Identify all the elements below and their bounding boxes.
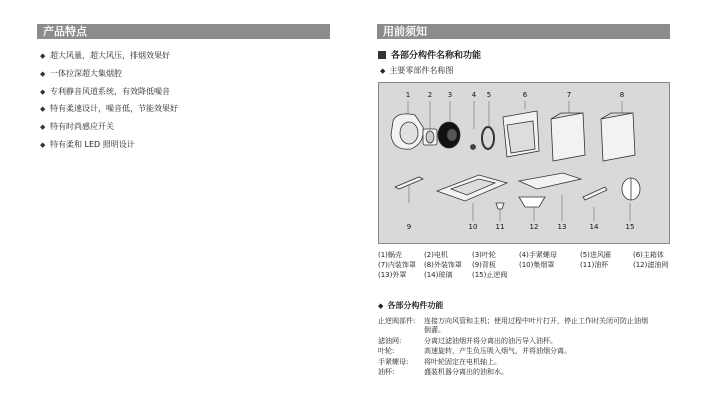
legend-row (378, 270, 678, 279)
square-bullet-icon (378, 51, 386, 59)
part-number: 4 (471, 91, 477, 99)
diamond-bullet-icon: ◆ (40, 105, 46, 113)
diamond-bullet-icon: ◆ (40, 88, 46, 96)
legend-row (378, 260, 678, 269)
part-number: 11 (495, 223, 505, 231)
pre-use-heading: 用前须知 (377, 24, 670, 39)
part-number: 7 (566, 91, 572, 99)
legend-item: (15)止逆阀 (472, 271, 508, 279)
parts-diagram-title: ◆ 主要零部件名称图 (380, 66, 454, 75)
part-number: 2 (427, 91, 433, 99)
part-number: 10 (468, 223, 478, 231)
part-number: 14 (589, 223, 599, 231)
feature-item: ◆ 特有时尚感应开关 (40, 122, 114, 131)
feature-item: ◆ 超大风量，超大风压，排烟效果好 (40, 51, 170, 60)
features-heading: 产品特点 (37, 24, 330, 39)
diamond-bullet-icon: ◆ (40, 70, 46, 78)
part-number: 3 (447, 91, 453, 99)
legend-item: (3)叶轮 (472, 251, 496, 259)
part-number: 1 (405, 91, 411, 99)
legend-item: (9)背板 (472, 261, 496, 269)
diamond-bullet-icon: ◆ (40, 52, 46, 60)
legend-item: (14)玻璃 (424, 271, 453, 279)
part-number: 13 (557, 223, 567, 231)
legend-item: (8)外装饰罩 (424, 261, 462, 269)
part-number: 5 (486, 91, 492, 99)
legend-item: (12)滤油网 (633, 261, 669, 269)
part-number: 15 (625, 223, 635, 231)
diamond-bullet-icon: ◆ (40, 141, 46, 149)
feature-item: ◆ 特有柔速设计，噪音低，节能效果好 (40, 104, 178, 113)
diamond-bullet-icon: ◆ (40, 123, 46, 131)
feature-item: ◆ 一体拉深超大集烟腔 (40, 69, 122, 78)
legend-item: (7)内装饰罩 (378, 261, 416, 269)
part-number: 12 (529, 223, 539, 231)
part-number: 8 (619, 91, 625, 99)
feature-item: ◆ 特有柔和 LED 照明设计 (40, 140, 135, 149)
parts-diagram (378, 82, 670, 244)
legend-item: (10)集烟罩 (519, 261, 555, 269)
legend-item: (11)油杯 (580, 261, 609, 269)
diamond-bullet-icon: ◆ (378, 302, 384, 310)
diamond-bullet-icon: ◆ (380, 67, 386, 75)
legend-item: (13)外罩 (378, 271, 407, 279)
parts-section-title: 各部分构件名称和功能 (378, 48, 481, 61)
legend-item: (1)蜗壳 (378, 251, 402, 259)
legend-item: (2)电机 (424, 251, 448, 259)
functions-title: ◆ 各部分构件功能 (378, 301, 444, 310)
part-number: 6 (522, 91, 528, 99)
legend-item: (5)进风圈 (580, 251, 611, 259)
legend-row (378, 250, 678, 259)
feature-item: ◆ 专利静音风道系统，有效降低噪音 (40, 87, 170, 96)
part-number: 9 (406, 223, 412, 231)
legend-item: (4)手紧螺母 (519, 251, 557, 259)
legend-item: (6)主箱体 (633, 251, 664, 259)
parts-illustration (379, 83, 671, 245)
